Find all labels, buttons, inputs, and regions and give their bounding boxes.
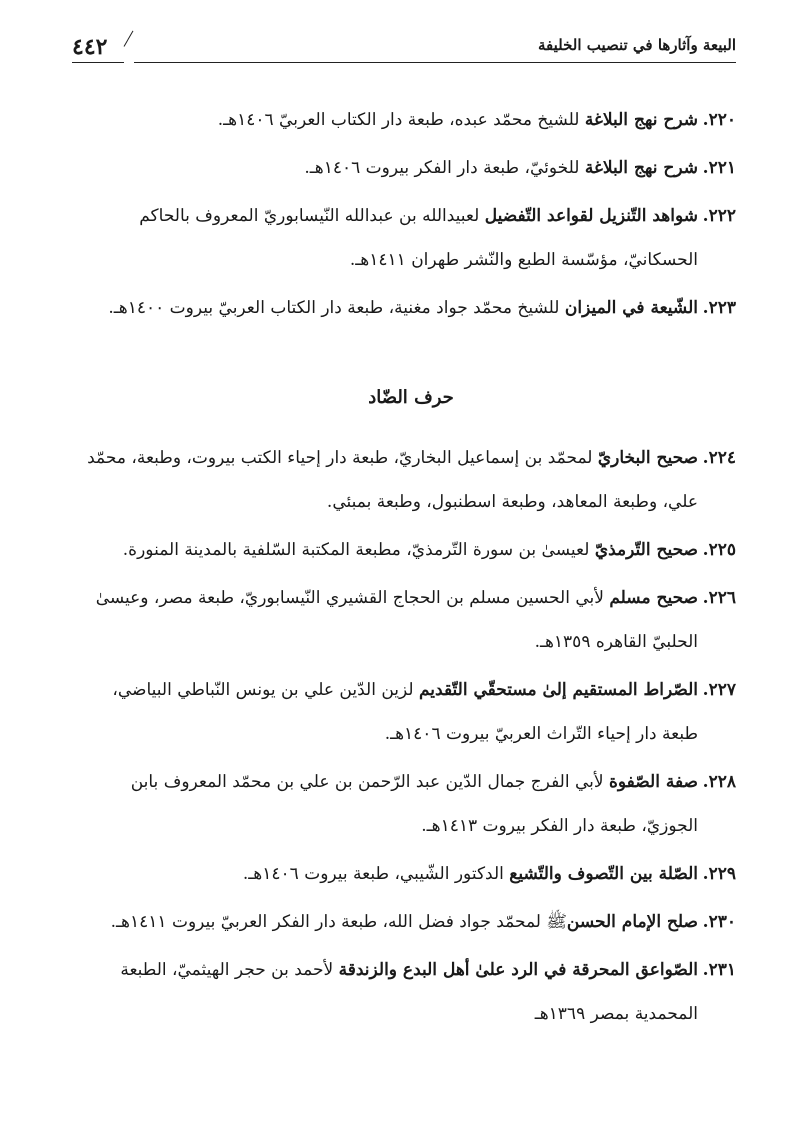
entries-group-a [86, 98, 736, 330]
entry-details: للشيخ محمّد جواد مغنية، طبعة دار الكتاب العربيّ بيروت ١٤٠٠هـ. [108, 298, 565, 318]
bibliography-entry [86, 528, 736, 572]
entry-title: الصّلة بين التّصوف والتّشيع [509, 864, 698, 884]
entry-title: الصّواعق المحرقة في الرد علىٰ أهل البدع والزندقة [338, 960, 698, 980]
bibliography-entry [86, 576, 736, 664]
page-number: ٤٤٢ [72, 34, 108, 60]
entry-title: صحيح البخاريّ [597, 448, 698, 468]
bibliography-entry [86, 146, 736, 190]
bibliography [86, 98, 736, 1040]
entry-number: ٢٢٥. [702, 540, 736, 560]
entry-details: لمحمّد بن إسماعيل البخاريّ، طبعة دار إحياء الكتب بيروت، وطبعة، محمّد علي، وطبعة المعاهد، وطبعة اسطنبول، وطبعة بمبئي. [87, 448, 698, 512]
bibliography-entry [86, 852, 736, 896]
entry-details: لعبيدالله بن عبدالله النّيسابوريّ المعروف بالحاكم الحسكانيّ، مؤسّسة الطبع والنّشر طهران ١٤١١هـ. [139, 206, 698, 270]
entry-details: ﷺ لمحمّد جواد فضل الله، طبعة دار الفكر العربيّ بيروت ١٤١١هـ. [110, 912, 567, 932]
entry-details: الدكتور الشّيبي، طبعة بيروت ١٤٠٦هـ. [242, 864, 510, 884]
bibliography-entry [86, 194, 736, 282]
header-rule [134, 62, 736, 63]
entry-title: شواهد التّنزيل لقواعد التّفضيل [484, 206, 698, 226]
entry-details: للخوئيّ، طبعة دار الفكر بيروت ١٤٠٦هـ. [304, 158, 585, 178]
entry-details: لأبي الحسين مسلم بن الحجاج القشيري النّيسابوريّ، طبعة مصر، وعيسىٰ الحلبيّ القاهره ١٣٥٩هـ. [95, 588, 698, 652]
section-heading: حرف الضّاد [368, 387, 454, 408]
entry-title: شرح نهج البلاغة [584, 110, 698, 130]
bibliography-entry [86, 900, 736, 944]
bibliography-entry [86, 760, 736, 848]
entry-details: لأبي الفرج جمال الدّين عبد الرّحمن بن علي بن محمّد المعروف بابن الجوزيّ، طبعة دار الفكر بيروت ١٤١٣هـ. [130, 772, 698, 836]
entry-title: شرح نهج البلاغة [584, 158, 698, 178]
bibliography-entry [86, 98, 736, 142]
entry-title: صحيح مسلم [609, 588, 698, 608]
entry-details: لأحمد بن حجر الهيثميّ، الطبعة المحمدية بمصر ١٣٦٩هـ [120, 960, 698, 1024]
entry-number: ٢٢٢. [702, 206, 736, 226]
entry-title: الصّراط المستقيم إلىٰ مستحقّي التّقديم [418, 680, 698, 700]
entry-number: ٢٣٠. [702, 912, 736, 932]
entry-number: ٢٣١. [702, 960, 736, 980]
entry-details: للشيخ محمّد عبده، طبعة دار الكتاب العربيّ ١٤٠٦هـ. [217, 110, 585, 130]
entry-number: ٢٢١. [702, 158, 736, 178]
entry-number: ٢٢٩. [702, 864, 736, 884]
entry-number: ٢٢٣. [702, 298, 736, 318]
page-number-underline [72, 62, 124, 63]
page-header [72, 30, 736, 70]
entry-details: لعيسىٰ بن سورة التّرمذيّ، مطبعة المكتبة السّلفية بالمدينة المنورة. [122, 540, 595, 560]
entry-title: صحيح التّرمذيّ [594, 540, 698, 560]
entry-number: ٢٢٦. [702, 588, 736, 608]
entry-title: الشّيعة في الميزان [564, 298, 698, 318]
bibliography-entry [86, 286, 736, 330]
entry-number: ٢٢٧. [702, 680, 736, 700]
bibliography-entry [86, 948, 736, 1036]
header-slash-divider [124, 31, 134, 47]
entries-group-b [86, 436, 736, 1036]
entry-number: ٢٢٤. [702, 448, 736, 468]
entry-number: ٢٢٠. [702, 110, 736, 130]
entry-title: صلح الإمام الحسن [566, 912, 698, 932]
bibliography-entry [86, 668, 736, 756]
entry-details: لزين الدّين علي بن يونس النّباطي البياضي، طبعة دار إحياء التّراث العربيّ بيروت ١٤٠٦هـ. [112, 680, 698, 744]
bibliography-entry [86, 436, 736, 524]
entry-number: ٢٢٨. [702, 772, 736, 792]
running-title: البيعة وآثارها في تنصيب الخليفة [537, 36, 736, 54]
entry-title: صفة الصّفوة [608, 772, 698, 792]
